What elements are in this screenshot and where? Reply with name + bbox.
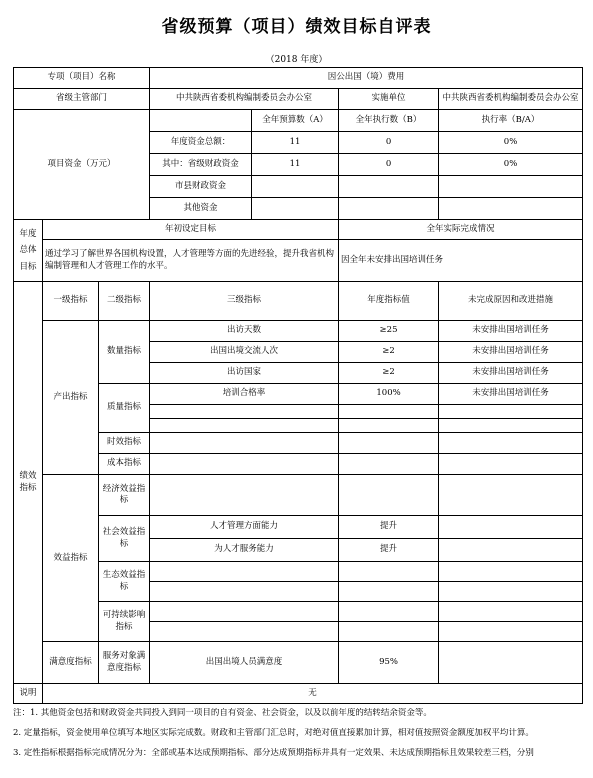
footnote: 注：1. 其他资金包括和财政资金共同投入到同一项目的自有资金、社会资金，以及以前年度的结转结余资金等。 (13, 708, 432, 718)
sustainable-indicator-label: 可持续影响指标 (99, 602, 150, 642)
dept-label: 省级主管部门 (14, 89, 150, 110)
indicator-target: 95% (339, 642, 439, 684)
quantity-indicator-label: 数量指标 (99, 321, 150, 384)
indicator-name: 培训合格率 (150, 384, 339, 405)
timeliness-indicator-label: 时效指标 (99, 433, 150, 454)
indicator-target: 100% (339, 384, 439, 405)
header-level1: 一级指标 (43, 282, 99, 321)
goal-header-row (14, 220, 583, 240)
header-level2: 二级指标 (99, 282, 150, 321)
footnote: 2. 定量指标，资金使用单位填写本地区实际完成数。财政和主管部门汇总时，对绝对值直接累加计算，相对值按照资金额度加权平均计算。 (13, 727, 534, 738)
funds-row-exec: 0 (339, 132, 439, 154)
funds-row-name: 其他资金 (150, 198, 252, 220)
footnotes (13, 708, 588, 768)
funds-row-budget: 11 (252, 132, 339, 154)
funds-row-rate: 0% (439, 154, 583, 176)
funds-row-name: 其中：省级财政资金 (150, 154, 252, 176)
indicator-target: ≥2 (339, 342, 439, 363)
funds-header-row (14, 110, 583, 132)
indicator-name: 出访国家 (150, 363, 339, 384)
self-evaluation-form (13, 67, 583, 704)
indicator-name: 出国出境人员满意度 (150, 642, 339, 684)
cost-indicator-label: 成本指标 (99, 454, 150, 475)
indicator-name: 出国出境交流人次 (150, 342, 339, 363)
funds-row-rate: 0% (439, 132, 583, 154)
impl-unit-value: 中共陕西省委机构编制委员会办公室 (439, 89, 583, 110)
funds-row-budget: 11 (252, 154, 339, 176)
quality-indicator-label: 质量指标 (99, 384, 150, 433)
funds-row-name: 市县财政资金 (150, 176, 252, 198)
year-label: （2018 年度） (265, 55, 328, 65)
indicator-row (14, 433, 583, 454)
indicator-row (14, 642, 583, 684)
funds-row-rate (439, 176, 583, 198)
indicator-name: 出访天数 (150, 321, 339, 342)
funds-budget-header: 全年预算数（A） (252, 110, 339, 132)
remark-label: 说明 (14, 684, 43, 704)
funds-row-name: 年度资金总额： (150, 132, 252, 154)
goal-initial-text: 通过学习了解世界各国机构设置，人才管理等方面的先进经验，提升我省机构编制管理和人才管理工作的水平。 (43, 240, 339, 282)
indicator-row (14, 475, 583, 516)
perf-header-row (14, 282, 583, 321)
indicator-row (14, 516, 583, 539)
remark-row (14, 684, 583, 704)
impl-unit-label: 实施单位 (339, 89, 439, 110)
goal-actual-header: 全年实际完成情况 (339, 220, 583, 240)
indicator-name: 人才管理方面能力 (150, 516, 339, 539)
perf-label: 绩效指标 (14, 282, 43, 684)
goal-initial-header: 年初设定目标 (43, 220, 339, 240)
indicator-reason: 未安排出国培训任务 (439, 342, 583, 363)
economic-indicator-label: 经济效益指标 (99, 475, 150, 516)
indicator-target: ≥25 (339, 321, 439, 342)
indicator-reason: 未安排出国培训任务 (439, 363, 583, 384)
funds-rate-header: 执行率（B/A） (439, 110, 583, 132)
project-name-label: 专项（项目）名称 (14, 68, 150, 89)
indicator-target: 提升 (339, 516, 439, 539)
goal-actual-text: 因全年未安排出国培训任务 (339, 240, 583, 282)
funds-row-exec (339, 176, 439, 198)
service-satisfaction-label: 服务对象满意度指标 (99, 642, 150, 684)
remark-value: 无 (43, 684, 583, 704)
header-level3: 三级指标 (150, 282, 339, 321)
funds-row-budget (252, 176, 339, 198)
funds-row-exec (339, 198, 439, 220)
indicator-row (14, 562, 583, 582)
funds-row-exec: 0 (339, 154, 439, 176)
page-title: 省级预算（项目）绩效目标自评表 (161, 17, 432, 37)
benefit-indicator-label: 效益指标 (43, 475, 99, 642)
goal-label: 年度总体目标 (14, 220, 43, 282)
funds-name-header (150, 110, 252, 132)
funds-row-budget (252, 198, 339, 220)
indicator-name: 为人才服务能力 (150, 539, 339, 562)
department-row (14, 89, 583, 110)
output-indicator-label: 产出指标 (43, 321, 99, 475)
indicator-target: ≥2 (339, 363, 439, 384)
header-target: 年度指标值 (339, 282, 439, 321)
indicator-row (14, 602, 583, 622)
funds-exec-header: 全年执行数（B） (339, 110, 439, 132)
footnote: 3. 定性指标根据指标完成情况分为：全部或基本达成预期指标、部分达成预期指标并具有一定效果、未达成预期指标且效果较差三档，分别 (13, 747, 534, 758)
header-reason: 未完成原因和改进措施 (439, 282, 583, 321)
project-row (14, 68, 583, 89)
indicator-row (14, 384, 583, 405)
funds-label: 项目资金（万元） (14, 110, 150, 220)
indicator-row (14, 321, 583, 342)
indicator-row (14, 454, 583, 475)
dept-value: 中共陕西省委机构编制委员会办公室 (150, 89, 339, 110)
indicator-reason: 未安排出国培训任务 (439, 321, 583, 342)
funds-row-rate (439, 198, 583, 220)
project-name-value: 因公出国（境）费用 (150, 68, 583, 89)
social-indicator-label: 社会效益指标 (99, 516, 150, 562)
goal-content-row (14, 240, 583, 282)
indicator-reason: 未安排出国培训任务 (439, 384, 583, 405)
ecological-indicator-label: 生态效益指标 (99, 562, 150, 602)
satisfaction-indicator-label: 满意度指标 (43, 642, 99, 684)
indicator-target: 提升 (339, 539, 439, 562)
